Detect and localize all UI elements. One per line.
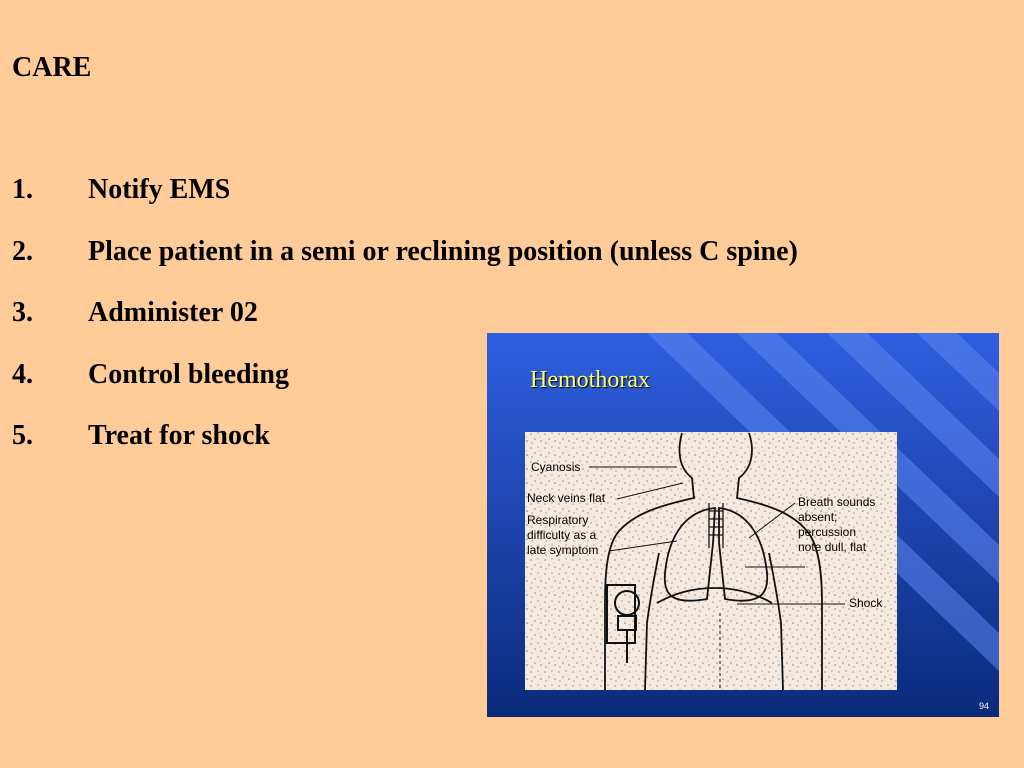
label-line: difficulty as a <box>527 528 597 542</box>
step-number: 5. <box>12 420 33 451</box>
label-line: absent; <box>798 510 838 524</box>
label-breath-sounds <box>798 495 875 555</box>
step-text: Control bleeding <box>88 358 289 390</box>
hemothorax-slide-image <box>487 333 999 717</box>
label-line: Respiratory <box>527 513 589 527</box>
step-text: Notify EMS <box>88 174 231 205</box>
step-text: Administer 02 <box>88 297 258 328</box>
label-cyanosis: Cyanosis <box>531 460 581 474</box>
page-heading: CARE <box>12 52 92 83</box>
label-line: note dull, flat <box>798 540 867 554</box>
label-line: Breath sounds <box>798 495 876 509</box>
label-line: percussion <box>798 525 857 539</box>
step-number: 3. <box>12 297 33 328</box>
label-neck-veins: Neck veins flat <box>527 491 606 505</box>
slide-title: Hemothorax <box>530 367 650 393</box>
slide-number: 94 <box>978 701 989 711</box>
step-text: Treat for shock <box>88 420 270 451</box>
step-number: 2. <box>12 235 33 267</box>
step-text: Place patient in a semi or reclining position (unless C spine) <box>88 235 798 267</box>
label-respiratory <box>527 513 598 558</box>
step-number: 1. <box>12 174 33 205</box>
step-number: 4. <box>12 358 33 390</box>
label-line: late symptom <box>527 543 599 557</box>
label-shock: Shock <box>849 596 883 610</box>
